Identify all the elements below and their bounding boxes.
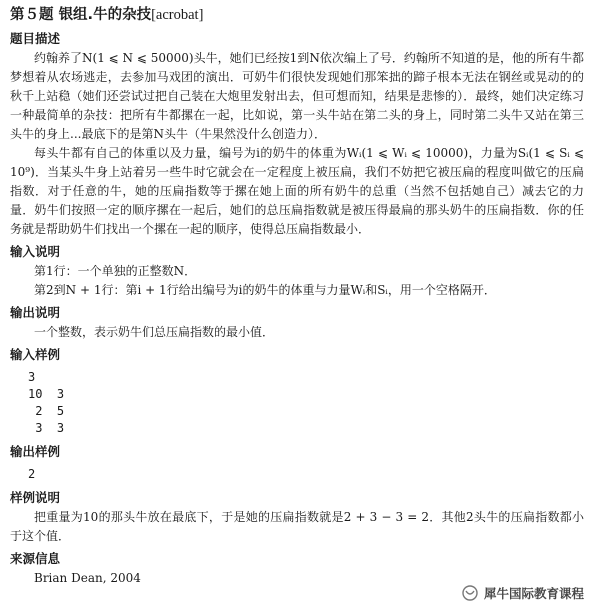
watermark-text: 犀牛国际教育课程 <box>483 586 584 601</box>
section-heading-sample-input: 输入样例 <box>10 347 61 362</box>
problem-name: 银组.牛的杂技 <box>58 7 152 23</box>
sample-input-block: 3 10 3 2 5 3 3 <box>28 370 65 435</box>
description-paragraph-1: 约翰养了N(1 ⩽ N ⩽ 50000)头牛，她们已经按1到N依次编上了号．约翰所不知道的是，他的所有牛都梦想着从农场逃走，去参加马戏团的演出．可奶牛们很快发现她们那笨拙的蹄子根本无法在钢丝或晃动的的秋千上站稳（她们还尝试过把自己装在大炮里发射出去，但可想而知，结果是悲惨的）．最终，她们决定练习一种最简单的杂技：把所有牛都摞在一起，比如说，第一头牛站在第二头的身上，同时第二头牛又站在第三头牛的身上...最底下的是第N头牛（牛果然没什么创造力）． <box>10 51 584 141</box>
input-line-1: 第1行：一个单独的正整数N． <box>34 264 197 278</box>
problem-number: 第５题 <box>10 7 54 23</box>
section-heading-explanation: 样例说明 <box>10 490 61 505</box>
problem-title <box>10 6 584 24</box>
input-line-2: 第2到N + 1行：第i + 1行给出编号为i的奶牛的体重与力量Wᵢ和Sᵢ，用一个空格隔开． <box>34 283 496 297</box>
explanation-paragraph: 把重量为10的那头牛放在最底下，于是她的压扁指数就是2 + 3 − 3 = 2．其他2头牛的压扁指数都小于这个值． <box>10 510 584 543</box>
problem-tag: [acrobat] <box>151 7 204 23</box>
source-text: Brian Dean, 2004 <box>34 571 141 585</box>
output-line-1: 一个整数，表示奶牛们总压扁指数的最小值． <box>34 325 275 339</box>
sample-output-block: 2 <box>28 467 36 481</box>
problem-page <box>10 6 584 587</box>
section-heading-sample-output: 输出样例 <box>10 444 61 459</box>
description-paragraph-2: 每头牛都有自己的体重以及力量，编号为i的奶牛的体重为Wᵢ(1 ⩽ Wᵢ ⩽ 10000)，力量为Sᵢ(1 ⩽ Sᵢ ⩽ 10⁹)．当某头牛身上站着另一些牛时它就会在一定程度上被压扁，我们不妨把它被压扁的程度叫做它的压扁指数．对于任意的牛，她的压扁指数等于摞在她上面的所有奶牛的总重（当然不包括她自己）减去它的力量．奶牛们按照一定的顺序摞在一起后，她们的总压扁指数就是被压得最扁的那头奶牛的压扁指数．你的任务就是帮助奶牛们找出一个摞在一起的顺序，使得总压扁指数最小． <box>10 146 584 236</box>
section-heading-source: 来源信息 <box>10 551 61 566</box>
watermark <box>462 584 584 602</box>
wechat-channel-icon <box>462 585 478 601</box>
section-heading-input: 输入说明 <box>10 244 61 259</box>
section-heading-description: 题目描述 <box>10 31 61 46</box>
section-heading-output: 输出说明 <box>10 305 61 320</box>
